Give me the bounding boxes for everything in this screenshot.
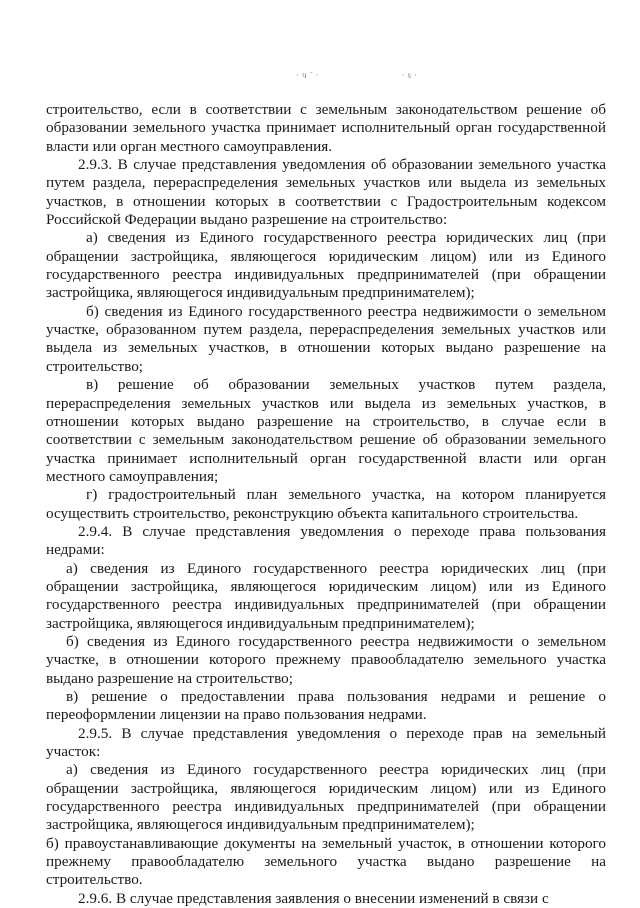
paragraph: 2.9.5. В случае представления уведомления о переходе прав на земельный участок: [46,724,606,761]
list-item: б) правоустанавливающие документы на земельный участок, в отношении которого прежнему правообладателю земельного участка выдано разрешение на строительство. [46,834,606,889]
scan-mark: ·ѕ· [401,70,421,80]
paragraph: 2.9.6. В случае представления заявления о внесении изменений в связи с [78,889,549,907]
document-page [46,0,606,905]
list-item: б) сведения из Единого государственного реестра недвижимости о земельном участке, в отношении которого прежнему правообладателю земельного участка выдано разрешение на строительство; [46,632,606,687]
paragraph: строительство, если в соответствии с земельным законодательством решение об образовании земельного участка принимает исполнительный орган государственной власти или орган местного самоуправления. [46,101,606,155]
scan-header-marks [296,70,420,80]
list-item: а) сведения из Единого государственного реестра юридических лиц (при обращении застройщика, являющегося юридическим лицом) или из Единого государственного реестра индивидуальных предпринимателей (при обращении застройщика, являющегося индивидуальным предпринимателем); [46,229,606,302]
list-item: в) решение о предоставлении права пользования недрами и решение о переоформлении лицензии на право пользования недрами. [46,688,606,724]
list-item: г) градостроительный план земельного участка, на котором планируется осуществить строительство, реконструкцию объекта капитального строительства. [46,486,606,522]
document-body [46,101,606,908]
paragraph: 2.9.4. В случае представления уведомления о переходе права пользования недрами: [46,522,606,559]
scan-mark: ·ч¨· [296,70,322,80]
list-item: а) сведения из Единого государственного реестра юридических лиц (при обращении застройщика, являющегося юридическим лицом) или из Единого государственного реестра индивидуальных предпринимателей (при обращении застройщика, являющегося индивидуальным предпринимателем); [46,559,606,632]
list-item: а) сведения из Единого государственного реестра юридических лиц (при обращении застройщика, являющегося юридическим лицом) или из Единого государственного реестра индивидуальных предпринимателей (при обращении застройщика, являющегося индивидуальным предпринимателем); [46,761,606,834]
list-item: б) сведения из Единого государственного реестра недвижимости о земельном участке, образованном путем раздела, перераспределения земельных участков или выдела из земельных участков, в отношении которых выдано разрешение на строительство; [46,302,606,375]
paragraph: 2.9.3. В случае представления уведомления об образовании земельного участка путем раздела, перераспределения земельных участков или выдела из земельных участков, в отношении которых в соответствии с Градостроительным кодексом Российской Федерации выдано разрешение на строительство: [46,156,606,229]
list-item: в) решение об образовании земельных участков путем раздела, перераспределения земельных участков или выдела из земельных участков, в отношении которых выдано разрешение на строительство, в случае если в соответствии с земельным законодательством решение об образовании земельного участка принимает исполнительный орган государственной власти или орган местного самоуправления; [46,376,606,485]
